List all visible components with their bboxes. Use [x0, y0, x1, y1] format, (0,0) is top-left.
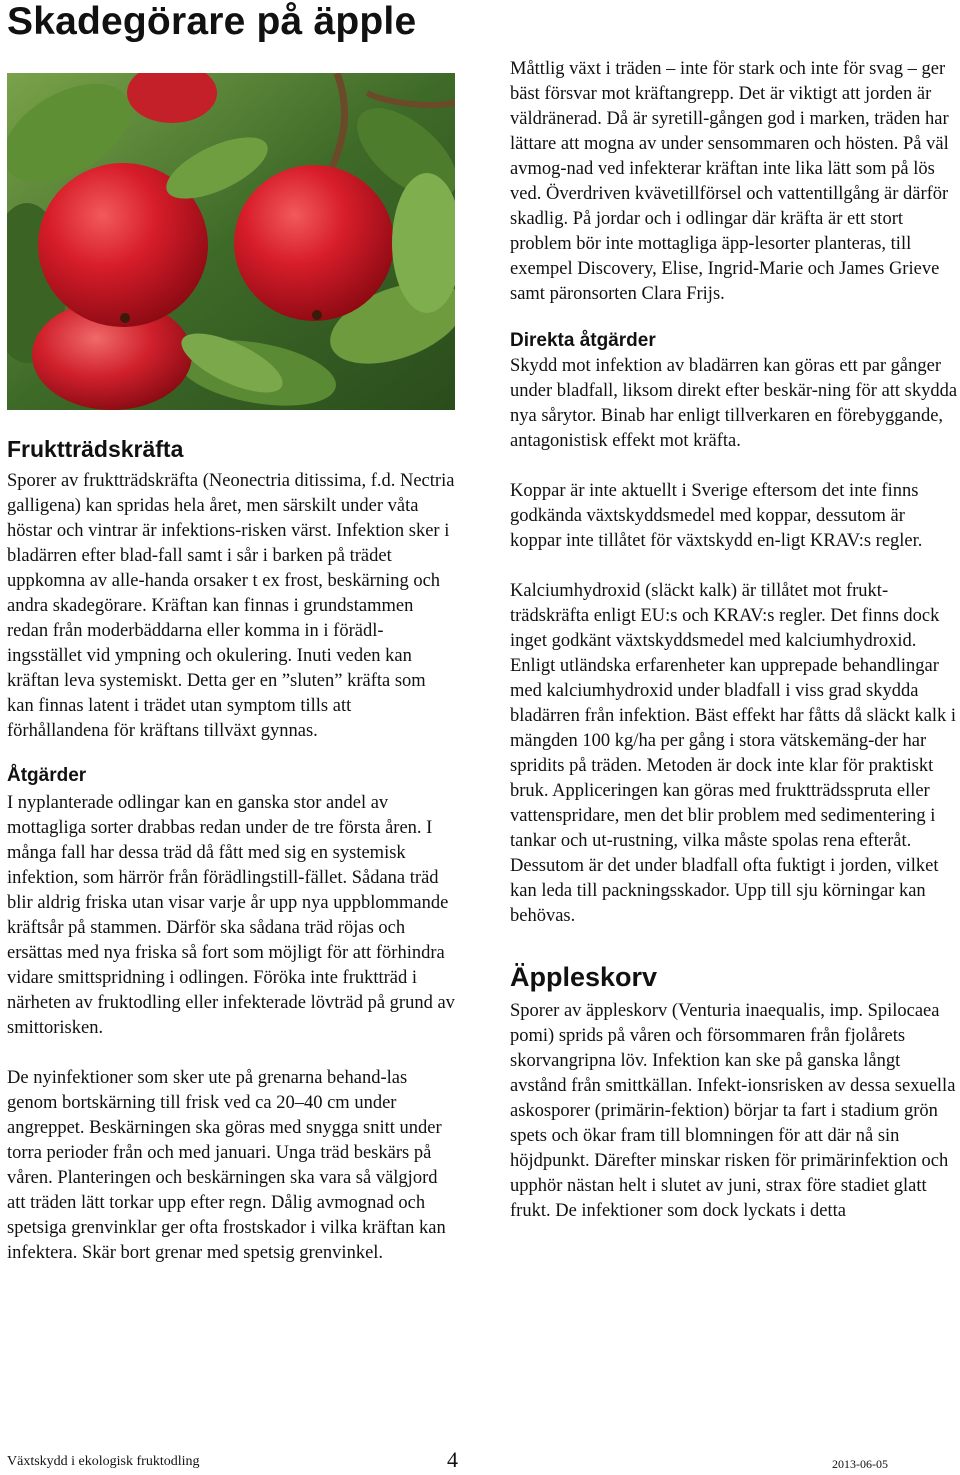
footer-page-number: 4 [447, 1447, 458, 1472]
apple-photo [7, 73, 455, 410]
footer-publication: Växtskydd i ekologisk fruktodling [7, 1454, 200, 1469]
atgarder-paragraph-1: I nyplanterade odlingar kan en ganska stor andel av mottagliga sorter drabbas redan under de tre första åren. I många fall har dessa träd då fått med sig en systemisk infektion, som härrör från förädlingstill-fället. Sådana träd blir aldrig friska utan visar varje år upp nya uppblommande kräftsår på stammen. Därför ska sådana träd röjas och ersättas med nya friska så fort som möjligt för att förhindra vidare smittspridning i odlingen. Föröka inte fruktträd i närheten av fruktodling eller infekterade lövträd på grund av smittorisken. [7, 793, 455, 1038]
direkta-paragraph-2: Koppar är inte aktuellt i Sverige eftersom det inte finns godkända växtskyddsmedel med koppar, dessutom är koppar inte tillåtet för växtskydd en-ligt KRAV:s regler. [510, 481, 923, 551]
frukttradskrafta-body: Sporer av fruktträdskräfta (Neonectria ditissima, f.d. Nectria galligena) kan spridas hela året, men särskilt under våta höstar och vintrar är infektions-risken värst. Infektion sker i bladärren efter blad-fall samt i sår i barken på trädet uppkomna av alle-handa orsaker t ex frost, beskärning och andra skadegörare. Kräftan kan finnas i grundstammen redan från moderbäddarna eller komma in i förädl-ingsstället vid ympning och okulering. Inuti veden kan kräftan leva systemiskt. Detta ger en ”sluten” kräfta som kan finnas latent i trädet utan symptom tills att förhållandena för kräftans tillväxt gynnas. [7, 471, 455, 741]
heading-direkta-atgarder: Direkta åtgärder [510, 330, 656, 351]
appleskorv-body: Sporer av äppleskorv (Venturia inaequalis, imp. Spilocaea pomi) sprids på våren och försommaren från fjolårets skorvangripna löv. Infektion kan ske på ganska långt avstånd från smittkällan. Infekt-ionsrisken av dessa sexuella askosporer (primärin-fektion) börjar ta fart i stadium grön spets och ökar fram till blomningen för att där nå sin höjdpunkt. Därefter minskar risken för primärinfektion och upphör nästan helt i slutet av juni, strax före stadiet glatt frukt. De infektioner som dock lyckats i detta [510, 1001, 956, 1221]
footer-date: 2013-06-05 [832, 1457, 888, 1471]
atgarder-paragraph-2: De nyinfektioner som sker ute på grenarna behand-las genom bortskärning till frisk ved ca 20–40 cm under angreppet. Beskärningen ska göras med snygga snitt under torra perioder från och med januari. Unga träd beskärs på våren. Planteringen och beskärningen ska vara så välgjord att träden lätt torkar upp efter regn. Dålig avmognad och spetsiga grenvinklar ger ofta frostskador i vilka kräftan kan infektera. Skär bort grenar med spetsig grenvinkel. [7, 1068, 446, 1263]
apple-tree-image [7, 73, 455, 410]
heading-appleskorv: Äppleskorv [510, 962, 658, 992]
left-column [7, 435, 455, 1266]
heading-atgarder: Åtgärder [7, 765, 87, 786]
right-intro-paragraph: Måttlig växt i träden – inte för stark och inte för svag – ger bäst försvar mot kräftangrepp. Det är viktigt att jorden är väldränerad. Då är syretill-gången god i marken, träden har lättare att mogna av under sensommaren och hösten. På väl avmog-nad ved infekterar kräftan inte lika lätt som på lös ved. Överdriven kvävetillförsel och vattentillgång är därför skadlig. På jordar och i odlingar där kräfta är ett stort problem bör inte mottagliga äpp-lesorter planteras, till exempel Discovery, Elise, Ingrid-Marie och James Grieve samt päronsorten Clara Frijs. [510, 59, 949, 304]
right-column [510, 57, 960, 1224]
direkta-paragraph-3: Kalciumhydroxid (släckt kalk) är tillåtet mot frukt-trädskräfta enligt EU:s och KRAV:s regler. Det finns dock inget godkänt växtskyddsmedel med kalciumhydroxid. Enligt utländska erfarenheter kan upprepade behandlingar med kalciumhydroxid under bladfall i viss grad skydda bladärren från infektion. Bäst effekt har fåtts då släckt kalk i mängden 100 kg/ha per gång i stora vätskemäng-der har spridits på träden. Metoden är dock inte klar för praktiskt bruk. Appliceringen kan göras med fruktträdsspruta eller vattenspridare, men det blir problem med sedimentering i tankar och ut-rustning, vilka måste spolas rena efteråt. Dessutom är det under bladfall ofta fuktigt i jorden, vilket kan leda till packningsskador. Upp till sju körningar kan behövas. [510, 581, 957, 926]
page-title: Skadegörare på äpple [7, 0, 417, 43]
heading-frukttradskrafta: Fruktträdskräfta [7, 436, 184, 462]
direkta-paragraph-1: Skydd mot infektion av bladärren kan göras ett par gånger under bladfall, liksom direkt efter beskär-ning för att skydda nya sårytor. Binab har enligt tillverkaren en förebyggande, antagonistisk effekt mot kräfta. [510, 356, 958, 451]
